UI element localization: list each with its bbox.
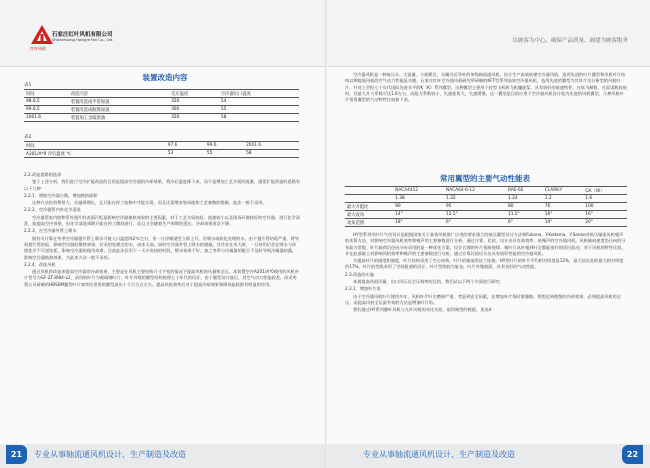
table-cell: 1.32 (444, 195, 506, 203)
paragraph: 这种方法投资费用大，实施周期长，且只能在停工检修中才能实现，而且还需增安装场地和工艺参数的限制，此法一般不采用。 (32, 200, 267, 206)
left-page-number: 21 (6, 445, 27, 464)
left-body-text (24, 172, 300, 440)
paragraph: 2.3.改造的实施 (345, 271, 374, 277)
table-cell: 18° (393, 219, 444, 227)
right-page-number: 22 (622, 445, 643, 464)
table-row (345, 203, 627, 211)
table-cell: 1.6 (583, 195, 627, 203)
table1-caption: 表1 (24, 83, 32, 88)
table-cell: 80 (506, 203, 543, 211)
table-cell: 76 (543, 203, 584, 211)
table-row (345, 211, 627, 219)
paragraph: 空冷器管束内壁和管外翅片的表面污垢是影响空冷器换热效果的主要因素，对于工艺介质较轻、流速较小以及现场环境较好的空冷器，进行化学清洗，能提高空冷效果，但化学清洗周期只能在停工期间进行，而且又会随着生产周期的延长，冷却效果再次下降。 (24, 214, 300, 227)
table-header-cell: 反应温度 (169, 90, 219, 98)
table-cell: 1.2 (543, 195, 584, 203)
table-header-cell: 空冷器出口温度 (219, 90, 299, 98)
table-cell: 6° (506, 219, 543, 227)
modification-table (24, 89, 299, 122)
paragraph: 由于空冷器风机叶片使用多年，风机叶片叶尖磨损严重，考虑到安全因素，在增加叶片角时需谨慎，要想达到理想的冷却效果，必须提高风机的全压，而提高风机全压最有效的方法是增加叶片角。 (345, 293, 622, 305)
table-row (345, 219, 627, 227)
table-cell: A201/A*0 冷后温度 ℃ (24, 150, 166, 158)
paragraph: 鉴于上述分析，我们进行空冷扩能改造的目的是提高空冷器的冷却效果，将冷后温度降下来，而不是增加工艺介质的流量，通常扩能改造的思路有以下几种： (24, 179, 300, 191)
paragraph: 为提高叶片的刚度和强度，叶片结构采用了空心结构，叶片的根部用法兰连接。HY型叶片的叶片平均相对厚度是12%，最大弦长处的最大相对厚度约17%。叶片的型线采用了空间扭曲的设计，叶片型线较为复杂，叶片外缘曲面，具有良好的气动性能。 (345, 258, 624, 270)
table-row (345, 195, 627, 203)
table-cell: 55 (219, 106, 299, 114)
table-cell: 装置改造成航煤加氢 (69, 106, 169, 114)
paragraph: 据有关计算在冬季空冷器翅片管上喷水可使入口温度降2℃左右，但一旦停喷就会立即上升，若喷水或软化处理的水，由于翅片管结垢严重，将导致翅片管结垢，影响空冷器的散热效果，若采用处理过的水，成本太高。同时空冷器外管上喷水的措施，其作业在风大时，一旦停用后会在喷水与环境化学不可逆结垢，影响空冷器的使用寿命，目前此法仅用于一天中炎热的时段，喷水效果不好，加之冬季与冷凝器的配合不及时导致冷凝器结露，影响空冷器换热效果，为此本方法一般不采用。 (24, 235, 299, 260)
company-name-en: Shijiazhuang Hongye Fan Co., Ltd. (52, 38, 114, 42)
table-cell: 99.6.5 (24, 106, 69, 114)
table-header-cell: 2001.6 (244, 142, 299, 150)
table-cell: 1.24 (506, 195, 543, 203)
table-header-cell: NACA4412 (393, 187, 444, 195)
table-cell: 58 (244, 150, 299, 158)
left-section-title: 装置改造内容 (142, 73, 188, 82)
table-row (24, 98, 299, 106)
red-leaf-logo-icon (30, 24, 54, 46)
logo-text: 红叶风机 (30, 46, 46, 51)
paragraph: 2.2.改造思路的选择 (24, 172, 62, 177)
paragraph: 本着提高风机风量、出口风压及全压效率的目的，我们从以下两个方面进行研究： (353, 279, 504, 285)
table-header-cell: 97.6 (166, 142, 205, 150)
table-cell: 55 (205, 150, 244, 158)
table-header-cell: GA（W） (583, 187, 627, 195)
table-cell: 最大攻角 (345, 211, 393, 219)
paragraph: 通过风机的改造来提高空冷器的冷却效果，主要是在风机主要结构尺寸不变的情况下提高风机的风量和全压。本装置空冷A201/A*0使用的风机叶片型号为GF-ZF3084-x2，采用的叶片为玻璃钢叶片，叶片外缘的翼型结构按照七十年代的设计，由于翼型设计落后，其空气动力性能较差。而采用我公司研制的HBS0M翼型叶片效率比常用的翼型高出十个百分点左右。提高风机效率后对于提高冷却效果和降低能耗都有明显的作用。 (24, 269, 299, 287)
table-header-cell: NACA64-6-12 (444, 187, 506, 195)
table-cell: 16° (583, 211, 627, 219)
paragraph: 2.2.2、空冷器管内外化学清洗 (24, 207, 81, 213)
table-cell: 54 (219, 98, 299, 106)
table-header-cell: 时间 (24, 142, 166, 150)
paragraph: HY型系列风叶片气动设计是根据国家关于高效风机推广应用的要求建立的低压翼型设计方法和Fukano、Y.Kodama、Y.Senoo对低压轴流风机噪声的估算方法，对影响空冷器风机效率和噪声的主要参数进行分析、通过计算、比较，设计出具有高效率、低噪声的空冷器风机。风机轴向速度沿径向的分布取为常数，叶片载荷沿径向分布采用的是一种优化方案，设计合理的叶片扭曲规律，使叶片从叶根到叶尖都能很好的适应流动，对于风机的特性比较，并在此基础上对影响风机效率和噪声的主要参数进行分析，通过计算比较设计出具有较好性能的空冷器风机。 (345, 232, 626, 256)
table-cell: 12.5° (444, 211, 506, 219)
table-cell: 攻角范围 (345, 219, 393, 227)
table-header-cell: 99.6 (205, 142, 244, 150)
table-cell: 装置加工含硫原油 (69, 114, 169, 122)
table-cell: 1.38 (393, 195, 444, 203)
right-footer-text: 专业从事轴流通风机设计、生产制造及改造 (363, 450, 515, 459)
table-header-cell: RAE-6E (506, 187, 543, 195)
table-header-cell: 改造内容 (69, 90, 169, 98)
company-name-cn: 石家庄红叶风机有限公司 (52, 32, 113, 38)
table-cell: 最大升阻比 (345, 203, 393, 211)
table-cell: 320 (169, 98, 219, 106)
paragraph: 2.2.1、增加空冷器台数，增加换热面积 (24, 192, 98, 198)
right-body-text (345, 232, 627, 440)
temperature-table (24, 141, 299, 158)
table-header-row (345, 187, 627, 195)
header-slogan: 以顾客为中心、确保产品质量、阔建为顾客服务 (512, 38, 628, 44)
airfoil-performance-table (345, 186, 627, 227)
right-section-title: 常用翼型的主要气动性能表 (440, 174, 530, 183)
paragraph: 我们通过HY系列翼叶风机与九叶风机的对比实验，取得典型的数据，见表4： (353, 307, 496, 313)
table-cell: 10° (543, 219, 584, 227)
table-header-row (24, 90, 299, 98)
table-cell: 95 (444, 203, 506, 211)
table-cell: 320 (169, 114, 219, 122)
table-cell: 100 (583, 203, 627, 211)
table-header-cell: 时间 (24, 90, 69, 98)
table-cell: 53 (166, 150, 205, 158)
table-cell: 98.6.5 (24, 98, 69, 106)
table-cell: 300 (169, 106, 219, 114)
table-row (24, 106, 299, 114)
table-cell: 11.5° (506, 211, 543, 219)
table-cell: 14° (393, 211, 444, 219)
table-row (24, 114, 299, 122)
table-cell: 6° (444, 219, 506, 227)
table-cell: 58 (219, 114, 299, 122)
table-cell (345, 195, 393, 203)
right-intro-text (345, 72, 627, 170)
table-row (24, 150, 299, 158)
table2-caption: 表2 (24, 135, 32, 140)
table-header-cell: CLARK-Y (543, 187, 584, 195)
page-fold (325, 0, 327, 468)
paragraph: 空冷器风机是一种低压头、大流量、小轮毂比、无蜗壳后导叶的单级轴流通风机，设计生产高效低噪空冷器风机，选用先进的叶片翼型和风机叶片结构以期提高风机的空气动力性能是关键。石家庄红叶空冷器风机研究所研制的KFT型系列高效空冷器风机，选用先进的翼型为其叶片设计新型的风机叶片，针对上世纪七十年代国际先进水平的K（K）系列翼型，这种翼型主要用于轻型飞机和飞机螺旋桨，具有较好的低速特性、在低马赫数、在雷诺数较低时，其最大升力系数可达1.6左右，而阻力系数较小，失速迎角大，失速缓慢，这一翼型是目前应用于空冷器风机设计较为先进的风机翼型，几种风机叶片常用翼型的气动特性比较如下表。 (345, 72, 627, 103)
table-header-row (24, 142, 299, 150)
paragraph: 2.2.4、改选风机 (24, 261, 56, 267)
table-cell: 16° (543, 211, 584, 219)
table-cell: 2001.6 (24, 114, 69, 122)
left-footer-text: 专业从事轴流通风机设计、生产制造及改造 (34, 450, 186, 459)
paragraph: 2.2.3、在空冷器外管上喷水 (24, 228, 77, 234)
paragraph: 2.3.1、增加叶片角 (345, 286, 381, 292)
table-cell: 20° (583, 219, 627, 227)
table-cell: 90 (393, 203, 444, 211)
table-header-cell (345, 187, 393, 195)
table-cell: 装置改造成半常加氢 (69, 98, 169, 106)
